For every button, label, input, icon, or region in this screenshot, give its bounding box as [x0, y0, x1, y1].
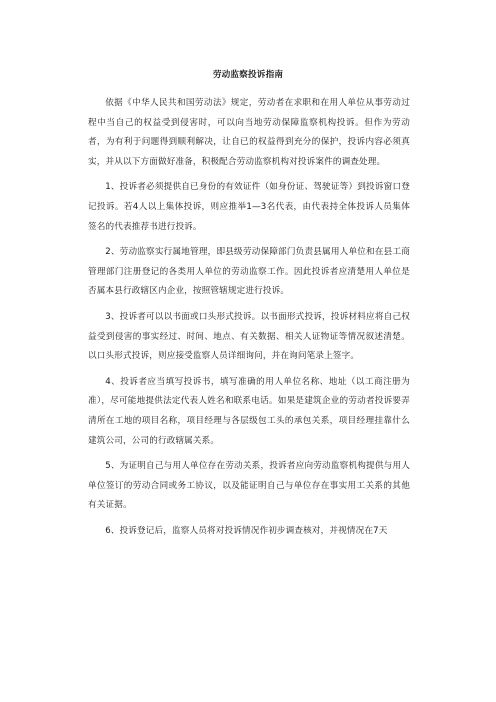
- document-title: 劳动监察投诉指南: [212, 70, 284, 80]
- paragraph-4: 4、投诉者应当填写投诉书，填写准确的用人单位名称、地址（以工商注册为准），尽可能地提供法定代表人姓名和联系电话。如果是建筑企业的劳动者投诉要弄清所在工地的项目名称，项目经理与各层级包工头的承包关系，项目经理挂靠什么建筑公司，公司的行政辖属关系。: [88, 376, 410, 446]
- paragraph-5: 5、为证明自己与用人单位存在劳动关系，投诉者应向劳动监察机构提供与用人单位签订的劳动合同或务工协议，以及能证明自己与单位存在事实用工关系的其他有关证据。: [88, 461, 410, 511]
- document-body: [88, 94, 410, 547]
- paragraph-6: 6、投诉登记后，监察人员将对投诉情况作初步调查核对，并视情况在7天: [105, 525, 388, 536]
- paragraph-2: 2、劳动监察实行属地管理，即县级劳动保障部门负责县属用人单位和在县工商管理部门注册登记的各类用人单位的劳动监察工作。因此投诉者应清楚用人单位是否属本县行政辖区内企业，按照管辖规定进行投诉。: [88, 247, 410, 297]
- paragraph-1: 1、投诉者必须提供自已身份的有效证件（如身份证、驾驶证等）到投诉窗口登记投诉。若4人以上集体投诉，则应推举1—3名代表，由代表持全体投诉人员集体签名的代表推荐书进行投诉。: [88, 182, 410, 232]
- paragraph-3: 3、投诉者可以以书面或口头形式投诉。以书面形式投诉，投诉材料应将自己权益受到侵害的事实经过、时间、地点、有关数据、相关人证物证等情况叙述清楚。以口头形式投诉，则应接受监察人员详细询问，并在询问笔录上签字。: [88, 311, 410, 362]
- paragraph-intro: 依据《中华人民共和国劳动法》规定，劳动者在求职和在用人单位从事劳动过程中当自己的权益受到侵害时，可以向当地劳动保障监察机构投诉。但作为劳动者，为有利于问题得到顺利解决，让自已的权益得到充分的保护，投诉内容必须真实，并从以下方面做好准备，积极配合劳动监察机构对投诉案件的调查处理。: [88, 98, 410, 167]
